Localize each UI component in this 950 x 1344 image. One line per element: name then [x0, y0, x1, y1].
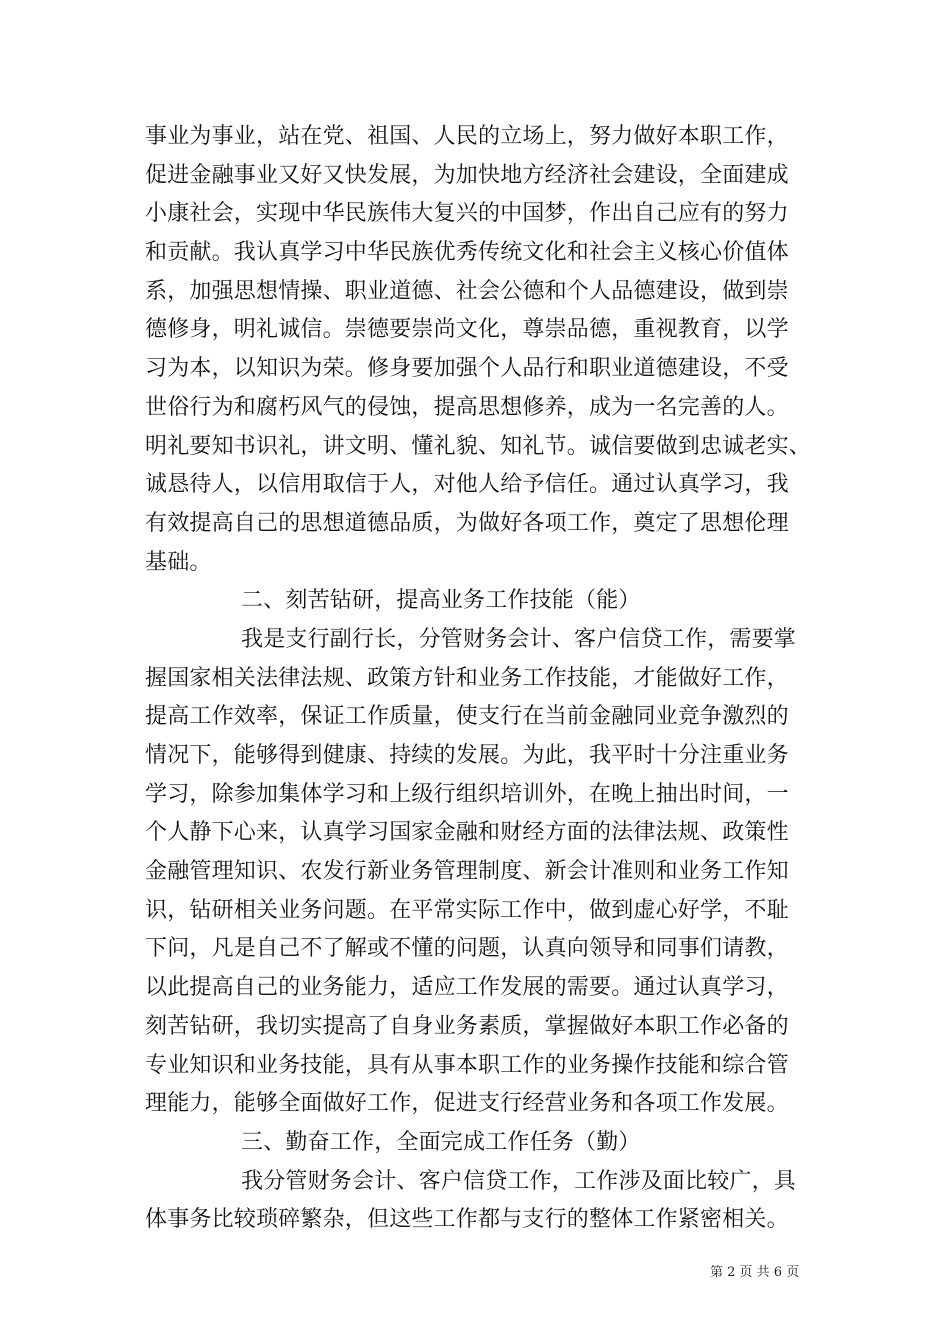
paragraph-line: 小康社会，实现中华民族伟大复兴的中国梦，作出自己应有的努力 [145, 201, 789, 227]
paragraph-line: 习为本，以知识为荣。修身要加强个人品行和职业道德建设，不受 [145, 356, 789, 382]
paragraph-line: 理能力，能够全面做好工作，促进支行经营业务和各项工作发展。 [145, 1091, 789, 1117]
paragraph-line: 事业为事业，站在党、祖国、人民的立场上，努力做好本职工作， [145, 124, 789, 149]
paragraph-line: 系，加强思想情操、职业道德、社会公德和个人品德建设，做到崇 [145, 278, 789, 304]
paragraph-line: 体事务比较琐碎繁杂，但这些工作都与支行的整体工作紧密相关。 [145, 1207, 789, 1233]
paragraph-line: 提高工作效率，保证工作质量，使支行在当前金融同业竞争激烈的 [145, 704, 789, 730]
paragraph-line: 世俗行为和腐朽风气的侵蚀，提高思想修养，成为一名完善的人。 [145, 394, 789, 420]
paragraph-line: 金融管理知识、农发行新业务管理制度、新会计准则和业务工作知 [145, 859, 789, 885]
paragraph-line: 识，钻研相关业务问题。在平常实际工作中，做到虚心好学，不耻 [145, 897, 789, 923]
paragraph-line: 基础。 [145, 549, 212, 575]
paragraph-line: 握国家相关法律法规、政策方针和业务工作技能，才能做好工作， [145, 665, 789, 691]
paragraph-line: 学习，除参加集体学习和上级行组织培训外，在晚上抽出时间，一 [145, 781, 789, 807]
paragraph-line: 我是支行副行长，分管财务会计、客户信贷工作，需要掌 [241, 626, 797, 652]
page-number-footer: 第 2 页 共 6 页 [710, 1265, 800, 1280]
section-heading-2: 二、刻苦钻研，提高业务工作技能（能） [241, 588, 641, 614]
paragraph-line: 情况下，能够得到健康、持续的发展。为此，我平时十分注重业务 [145, 743, 789, 768]
paragraph-line: 以此提高自己的业务能力，适应工作发展的需要。通过认真学习， [145, 975, 789, 1001]
paragraph-line: 德修身，明礼诚信。崇德要崇尚文化，尊崇品德，重视教育，以学 [145, 317, 789, 343]
paragraph-line: 专业知识和业务技能，具有从事本职工作的业务操作技能和综合管 [145, 1052, 789, 1078]
paragraph-line: 刻苦钻研，我切实提高了自身业务素质，掌握做好本职工作必备的 [145, 1013, 789, 1039]
paragraph-line: 促进金融事业又好又快发展，为加快地方经济社会建设，全面建成 [145, 162, 789, 188]
paragraph-line: 诚恳待人，以信用取信于人，对他人给予信任。通过认真学习，我 [145, 472, 789, 498]
paragraph-line: 下问，凡是自己不了解或不懂的问题，认真向领导和同事们请教， [145, 936, 789, 962]
paragraph-line: 有效提高自己的思想道德品质，为做好各项工作，奠定了思想伦理 [145, 510, 789, 536]
paragraph-line: 我分管财务会计、客户信贷工作，工作涉及面比较广，具 [241, 1168, 797, 1194]
section-heading-3: 三、勤奋工作，全面完成工作任务（勤） [241, 1129, 641, 1155]
paragraph-line: 和贡献。我认真学习中华民族优秀传统文化和社会主义核心价值体 [145, 240, 789, 266]
paragraph-line: 明礼要知书识礼，讲文明、懂礼貌、知礼节。诚信要做到忠诚老实、 [145, 433, 812, 459]
document-body [145, 118, 815, 1240]
paragraph-line: 个人静下心来，认真学习国家金融和财经方面的法律法规、政策性 [145, 820, 789, 846]
